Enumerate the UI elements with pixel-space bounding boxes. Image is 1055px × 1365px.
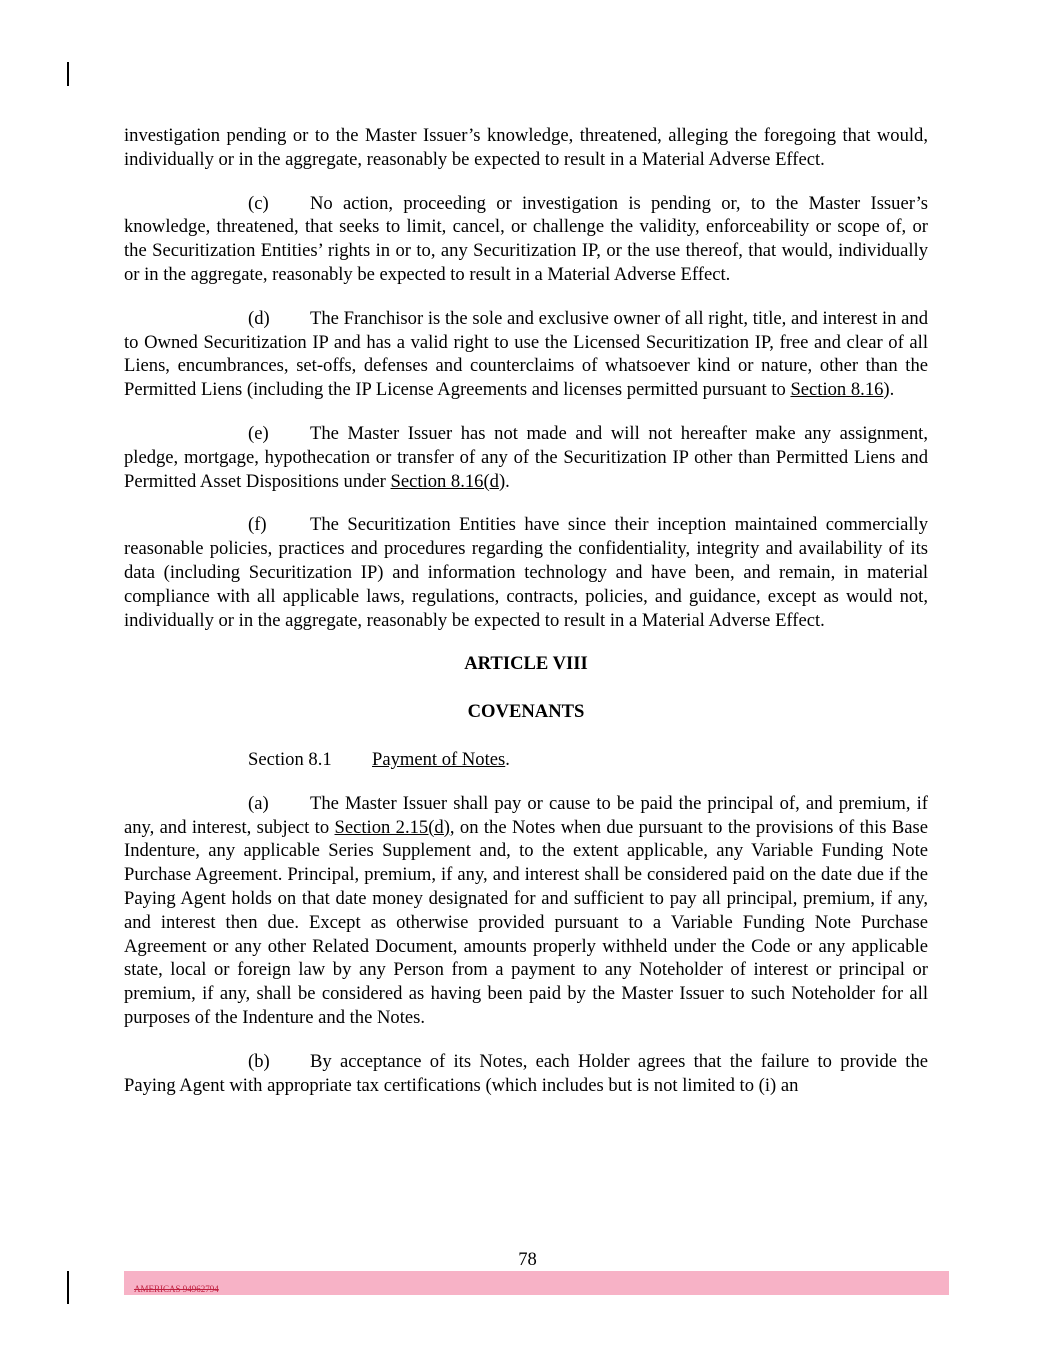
article-title: COVENANTS (467, 701, 585, 723)
paragraph-a (124, 792, 928, 1030)
link-section-2-15-d[interactable]: Section 2.15(d) (334, 816, 450, 838)
section-heading (124, 748, 928, 772)
article-number: ARTICLE VIII (464, 653, 588, 675)
text-c: No action, proceeding or investigation is pending or, to the Master Issuer’s knowledge, threatened, that seeks to limit, cancel, or challenge the validity, enforceability or scope of, or the Securitization Entities’ rights in or to, any Securitization IP, or the use thereof, that would, individually or in the aggregate, reasonably be expected to result in a Material Adverse Effect. (124, 192, 928, 285)
paragraph-b (124, 1050, 928, 1098)
paragraph-e (124, 422, 928, 493)
text-a-2: , on the Notes when due pursuant to the provisions of this Base Indenture, any applicable Series Supplement and, to the extent applicable, any Variable Funding Note Purchase Agreement. Principal, premium, if any, and interest shall be considered paid on the date due if the Paying Agent holds on that date money designated for and sufficient to pay all principal, premium, if any, and interest then due. Except as otherwise provided pursuant to a Variable Funding Note Purchase Agreement or any other Related Document, amounts properly withheld under the Code or any applicable state, local or foreign law by any Person from a payment to any Noteholder of interest or principal or premium, if any, shall be considered as having been paid by the Master Issuer to such Noteholder for all purposes of the Indenture and the Notes. (124, 816, 929, 1028)
paragraph-c (124, 192, 928, 287)
paragraph-d (124, 307, 928, 402)
text-b: By acceptance of its Notes, each Holder agrees that the failure to provide the Paying Agent with appropriate tax certifications (which includes but is not limited to (i) an (124, 1050, 928, 1096)
document-id: AMERICAS 94962794 (134, 1284, 219, 1294)
text-e: The Master Issuer has not made and will not hereafter make any assignment, pledge, mortgage, hypothecation or transfer of any of the Securitization IP other than Permitted Liens and Permitted Asset Dispositions under (124, 422, 928, 492)
text-e-end: . (505, 470, 510, 492)
text-f: The Securitization Entities have since their inception maintained commercially reasonable policies, practices and procedures regarding the confidentiality, integrity and availability of its data (including Securitization IP) and information technology and have been, and remain, in material compliance with all applicable laws, regulations, contracts, policies, and guidance, except as would not, individually or in the aggregate, reasonably be expected to result in a Material Adverse Effect. (124, 514, 928, 631)
text-a-1: The Master Issuer shall pay or cause to be paid the principal of, and premium, if any, and interest, subject to (124, 792, 928, 838)
text-d-end: ). (883, 379, 895, 401)
link-section-8-16-d[interactable]: Section 8.16(d) (390, 470, 506, 492)
page-number: 78 (518, 1249, 537, 1270)
label-b: (b) (248, 1050, 270, 1072)
revision-bar-top (67, 62, 69, 86)
paragraph-f (124, 513, 928, 632)
label-c: (c) (248, 192, 269, 214)
paragraph-continuation: investigation pending or to the Master Issuer’s knowledge, threatened, alleging the foregoing that would, individually or in the aggregate, reasonably be expected to result in a Material Adverse Effect. (124, 125, 928, 170)
text-d: The Franchisor is the sole and exclusive owner of all right, title, and interest in and to Owned Securitization IP and has a valid right to use the Licensed Securitization IP, free and clear of all Liens, encumbrances, set-offs, defenses and counterclaims of whatsoever kind or nature, other than the Permitted Liens (including the IP License Agreements and licenses permitted pursuant to (124, 307, 928, 401)
document-body (124, 124, 928, 1117)
label-e: (e) (248, 422, 269, 444)
label-f: (f) (248, 514, 267, 536)
label-a: (a) (248, 792, 269, 814)
link-section-8-16[interactable]: Section 8.16 (790, 379, 884, 401)
footer-band (124, 1271, 949, 1295)
revision-bar-bottom (67, 1271, 69, 1304)
section-title: Payment of Notes (372, 748, 506, 770)
label-d: (d) (248, 307, 270, 329)
section-title-end: . (505, 748, 510, 770)
section-number: Section 8.1 (248, 748, 332, 770)
